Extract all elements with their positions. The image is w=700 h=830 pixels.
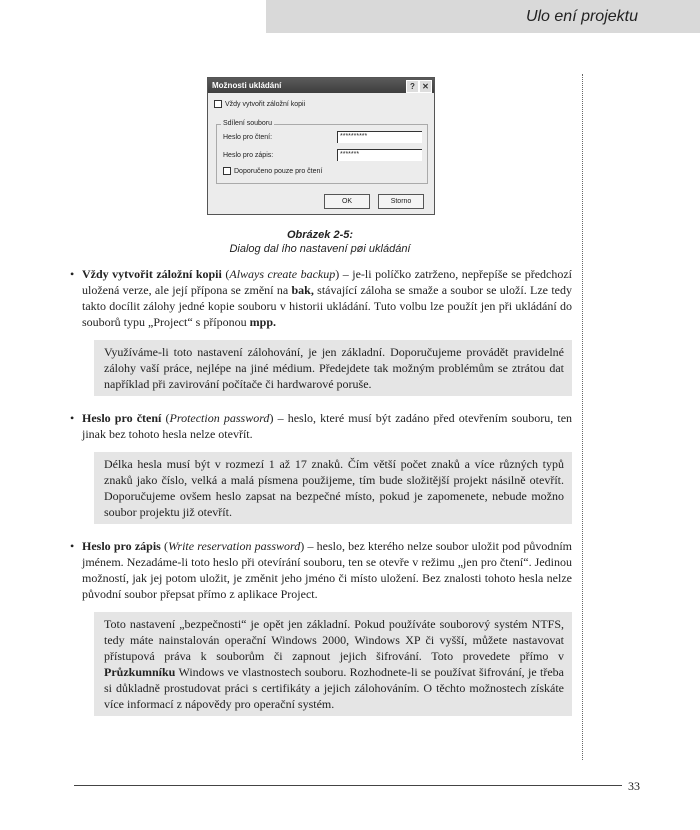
body-text — [70, 266, 573, 730]
group-label: Sdílení souboru — [223, 120, 273, 127]
note-box: Využíváme-li toto nastavení zálohování, je jen základní. Doporučujeme provádět pravidelné zálohy vaší práce, nejlépe na jiné médium. Předejdete tak možným problémům se ztrátou dat například při zavirování počítače či hardwarové poruše. — [94, 340, 572, 396]
chapter-title: Ulo ení projektu — [525, 8, 638, 25]
help-icon[interactable]: ? — [406, 80, 419, 93]
close-icon[interactable]: ✕ — [419, 80, 432, 93]
always-backup-checkbox[interactable]: Vždy vytvořit záložní kopii — [214, 100, 305, 108]
write-password-input[interactable]: ******* — [337, 149, 422, 161]
readonly-checkbox[interactable]: Doporučeno pouze pro čtení — [223, 167, 322, 175]
page-number: 33 — [628, 779, 640, 793]
cancel-button[interactable]: Storno — [378, 194, 424, 209]
margin-dotted-line — [582, 74, 583, 760]
running-header — [266, 0, 700, 33]
write-password-label: Heslo pro zápis: — [223, 152, 274, 159]
dialog-title: Možnosti ukládání — [212, 81, 282, 90]
dialog-titlebar — [208, 78, 434, 93]
ok-button[interactable]: OK — [324, 194, 370, 209]
note-box: Délka hesla musí být v rozmezí 1 až 17 znaků. Čím větší počet znaků a více různých typů znaků jako číslo, velká a malá písmena použijeme, tím bude složitější projekt násilně otevřít. Doporučujeme ovšem heslo zapsat na bezpečné místo, pokud je zapomenete, nebude možno soubor projektu již otevřít. — [94, 452, 572, 524]
footer-rule — [74, 785, 622, 786]
file-sharing-group — [216, 120, 428, 184]
read-password-label: Heslo pro čtení: — [223, 134, 273, 141]
list-item: • Heslo pro čtení (Protection password) – heslo, které musí být zadáno před otevřením souboru, ten jinak bez tohoto hesla nelze otevřít. — [70, 411, 573, 441]
read-password-input[interactable]: ********** — [337, 131, 422, 143]
figure-caption: Dialog dal ího nastavení pøi ukládání — [229, 243, 411, 255]
figure-number: Obrázek 2-5: — [286, 229, 354, 241]
list-item: • Heslo pro zápis (Write reservation password) – heslo, bez kterého nelze soubor uložit pod původním jménem. Nezadáme-li toto heslo při otevírání souboru, ten se otevře v režimu „jen pro čtení“. Jedinou možností, jak jej potom uložit, je změnit jeho jméno či místo uložení. Bez znalosti tohoto hesla nelze původní soubor přepsat přímo z aplikace Project. — [70, 539, 572, 601]
note-box: Toto nastavení „bezpečnosti“ je opět jen základní. Pokud používáte souborový systém NTFS, tedy máte nainstalován operační Windows 2000, Windows XP či vyšší, můžete nastavovat přístupová práva k souborům či zapnout jejich šifrování. Toto provedete přímo v Průzkumníku Windows ve vlastnostech souboru. Rozhodnete-li se používat šifrování, je třeba si důkladně prostudovat práci s certifikáty a jejich zálohováním. O těchto možnostech získáte více informací z nápovědy pro operační systém. — [94, 612, 572, 716]
save-options-dialog — [207, 77, 435, 215]
list-item: • Vždy vytvořit záložní kopii (Always create backup) – je-li políčko zatrženo, nepřepíše se předchozí uložená verze, ale její přípona se změní na bak, stávající záloha se smaže a soubor se uloží. Lze tedy takto docílit zálohy jedné kopie souboru v historii ukládání. Tuto volbu lze použít jen při ukládání do souborů typu „Project“ s příponou mpp. — [70, 267, 573, 329]
